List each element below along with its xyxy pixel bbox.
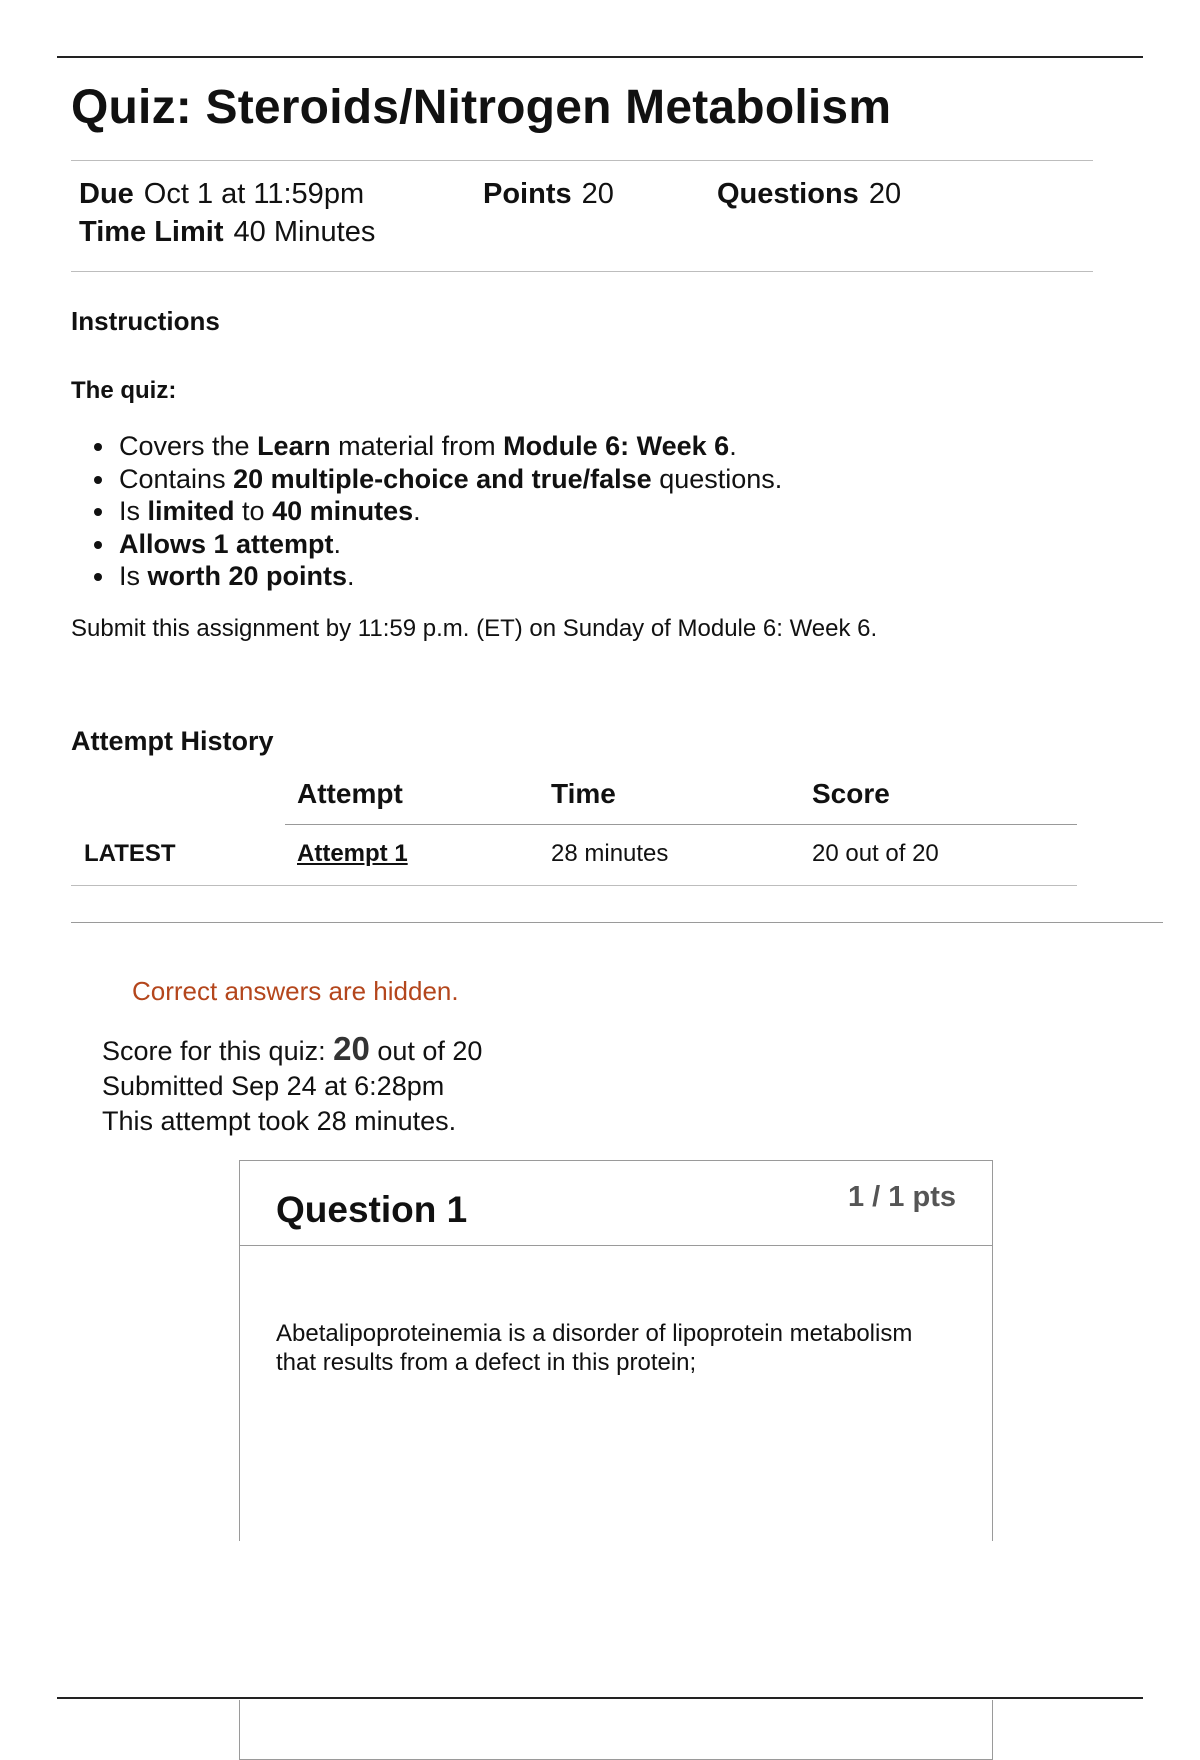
duration-line: This attempt took 28 minutes. bbox=[102, 1106, 457, 1136]
page-bottom-margin bbox=[0, 1541, 1200, 1700]
instructions-list bbox=[71, 430, 782, 593]
instruction-text: material from bbox=[330, 431, 504, 461]
instruction-text: . bbox=[347, 561, 355, 591]
latest-tag: LATEST bbox=[84, 840, 176, 867]
quiz-title: Quiz: Steroids/Nitrogen Metabolism bbox=[71, 81, 892, 134]
table-row bbox=[297, 840, 408, 868]
instruction-text: questions. bbox=[651, 463, 783, 494]
time-limit-value: 40 Minutes bbox=[233, 216, 376, 248]
instruction-text: worth 20 points bbox=[147, 561, 348, 591]
results-divider bbox=[71, 922, 1163, 923]
question-header bbox=[240, 1161, 992, 1246]
instruction-text: to bbox=[234, 496, 273, 526]
instruction-item bbox=[117, 430, 782, 463]
instruction-item bbox=[117, 495, 782, 528]
questions-meta bbox=[717, 178, 901, 211]
score-line bbox=[102, 1031, 482, 1069]
col-header-time: Time bbox=[551, 778, 616, 809]
title-divider bbox=[71, 160, 1093, 161]
table-bottom-divider bbox=[71, 885, 1077, 886]
time-limit-meta bbox=[79, 216, 375, 249]
attempt-1-link[interactable]: Attempt 1 bbox=[297, 840, 408, 867]
question-points: 1 / 1 pts bbox=[848, 1181, 956, 1213]
instruction-text: . bbox=[333, 528, 342, 559]
answers-hidden-note: Correct answers are hidden. bbox=[132, 976, 459, 1006]
score-value: 20 bbox=[333, 1030, 370, 1067]
instruction-text: 40 minutes bbox=[272, 496, 414, 526]
instructions-heading: Instructions bbox=[71, 306, 220, 336]
questions-value: 20 bbox=[868, 178, 902, 210]
question-title: Question 1 bbox=[276, 1189, 468, 1230]
attempt-score: 20 out of 20 bbox=[812, 840, 939, 867]
score-prefix: Score for this quiz: bbox=[102, 1036, 334, 1066]
instruction-text: Allows 1 attempt bbox=[119, 528, 334, 559]
points-label: Points bbox=[483, 178, 572, 210]
bottom-rule bbox=[57, 1697, 1143, 1699]
col-header-attempt: Attempt bbox=[297, 778, 403, 809]
score-summary bbox=[102, 1031, 482, 1139]
instruction-text: Is bbox=[119, 496, 148, 526]
col-header-score: Score bbox=[812, 778, 890, 809]
table-header-divider bbox=[285, 824, 1077, 825]
points-meta bbox=[483, 178, 614, 211]
questions-label: Questions bbox=[717, 178, 859, 210]
score-suffix: out of 20 bbox=[369, 1036, 483, 1066]
instruction-text: 20 multiple-choice and true/false bbox=[233, 463, 652, 494]
due-value: Oct 1 at 11:59pm bbox=[143, 178, 365, 210]
instruction-item bbox=[117, 560, 782, 593]
time-limit-label: Time Limit bbox=[79, 216, 224, 248]
instruction-text: Covers the bbox=[119, 431, 258, 461]
attempt-time: 28 minutes bbox=[551, 840, 669, 867]
due-meta bbox=[79, 178, 364, 211]
instruction-text: Learn bbox=[257, 431, 331, 461]
instruction-item bbox=[117, 463, 782, 496]
points-value: 20 bbox=[581, 178, 614, 210]
question-text: Abetalipoproteinemia is a disorder of lipoprotein metabolism that results from a defect in this protein; bbox=[276, 1320, 913, 1376]
submit-note: Submit this assignment by 11:59 p.m. (ET) on Sunday of Module 6: Week 6. bbox=[71, 615, 878, 642]
instruction-text: Contains bbox=[119, 463, 234, 494]
instruction-text: limited bbox=[147, 496, 235, 526]
instruction-text: Module 6: Week 6 bbox=[503, 431, 730, 461]
quiz-intro: The quiz: bbox=[71, 377, 177, 404]
instruction-text: . bbox=[413, 496, 421, 526]
attempt-history-heading: Attempt History bbox=[71, 726, 274, 756]
instruction-item bbox=[117, 528, 782, 561]
submitted-line: Submitted Sep 24 at 6:28pm bbox=[102, 1071, 445, 1101]
instruction-text: Is bbox=[119, 561, 148, 591]
top-rule bbox=[57, 56, 1143, 58]
due-label: Due bbox=[79, 178, 134, 210]
instruction-text: . bbox=[729, 431, 737, 461]
meta-divider bbox=[71, 271, 1093, 272]
